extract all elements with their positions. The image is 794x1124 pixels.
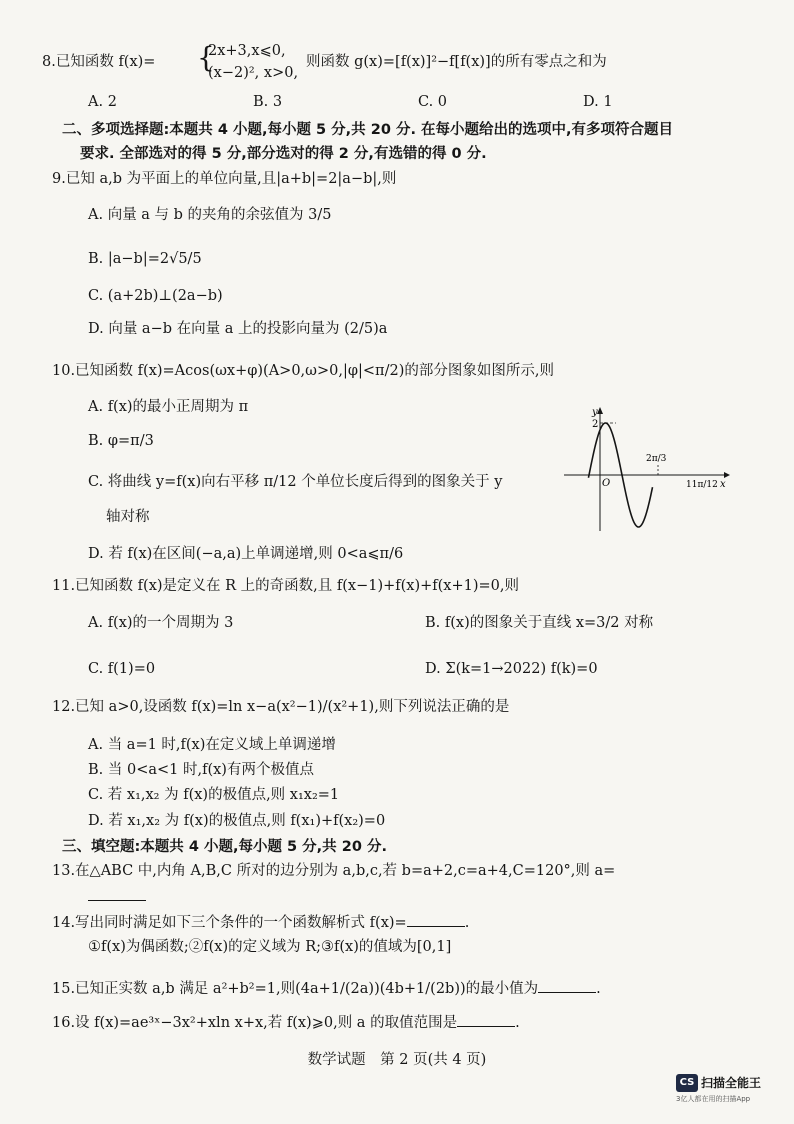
q8-option-a: A. 2 [88, 94, 117, 110]
q10-stem: 10.已知函数 f(x)=Acos(ωx+φ)(A>0,ω>0,|φ|<π/2)的部分图象如图所示,则 [52, 363, 554, 379]
q13-blank [88, 886, 146, 906]
x-axis-label: x [720, 479, 726, 490]
tick-b-label: 11π/12 [686, 480, 718, 490]
q12-option-a: A. 当 a=1 时,f(x)在定义域上单调递增 [88, 737, 336, 753]
q9-option-a: A. 向量 a 与 b 的夹角的余弦值为 3/5 [88, 207, 332, 223]
y-axis-label: y [592, 407, 598, 418]
q14-conditions: ①f(x)为偶函数;②f(x)的定义域为 R;③f(x)的值域为[0,1] [88, 939, 452, 955]
q12-option-b: B. 当 0<a<1 时,f(x)有两个极值点 [88, 762, 314, 778]
q11-option-c: C. f(1)=0 [88, 661, 156, 677]
section2-heading: 二、多项选择题:本题共 4 小题,每小题 5 分,共 20 分. 在每小题给出的选项中,有多项符合题目 [62, 122, 674, 138]
q8-case1: 2x+3,x⩽0, [208, 43, 286, 59]
q9-option-d: D. 向量 a−b 在向量 a 上的投影向量为 (2/5)a [88, 321, 388, 337]
q10-cosine-graph [562, 405, 734, 533]
q12-option-c: C. 若 x₁,x₂ 为 f(x)的极值点,则 x₁x₂=1 [88, 787, 340, 803]
q14-stem: 14.写出同时满足如下三个条件的一个函数解析式 f(x)= . [52, 912, 469, 932]
y-axis-arrow [597, 407, 603, 414]
ymax-label: 2 [592, 419, 599, 430]
q12-option-d: D. 若 x₁,x₂ 为 f(x)的极值点,则 f(x₁)+f(x₂)=0 [88, 813, 386, 829]
q8-option-c: C. 0 [418, 94, 448, 110]
q9-option-b: B. |a−b|=2√5/5 [88, 251, 202, 267]
q11-option-b: B. f(x)的图象关于直线 x=3/2 对称 [425, 615, 654, 631]
page-footer: 数学试题 第 2 页(共 4 页) [307, 1052, 487, 1068]
q10-option-b: B. φ=π/3 [88, 433, 154, 449]
q9-option-c: C. (a+2b)⊥(2a−b) [88, 288, 223, 304]
tick-a-label: 2π/3 [646, 454, 667, 464]
q9-stem: 9.已知 a,b 为平面上的单位向量,且|a+b|=2|a−b|,则 [52, 171, 397, 187]
q10-option-c-cont: 轴对称 [106, 509, 150, 525]
q10-option-c: C. 将曲线 y=f(x)向右平移 π/12 个单位长度后得到的图象关于 y [88, 474, 503, 490]
q15-stem: 15.已知正实数 a,b 满足 a²+b²=1,则(4a+1/(2a))(4b+1/(2b))的最小值为 . [52, 978, 601, 998]
q10-option-d: D. 若 f(x)在区间(−a,a)上单调递增,则 0<a⩽π/6 [88, 546, 404, 562]
q8-brace: { [197, 41, 215, 74]
q8-option-d: D. 1 [583, 94, 613, 110]
q8-case2: (x−2)², x>0, [208, 65, 299, 81]
q12-stem: 12.已知 a>0,设函数 f(x)=ln x−a(x²−1)/(x²+1),则下列说法正确的是 [52, 699, 510, 715]
q8-option-b: B. 3 [253, 94, 283, 110]
q16-stem: 16.设 f(x)=ae³ˣ−3x²+xln x+x,若 f(x)⩾0,则 a 的取值范围是 . [52, 1012, 520, 1032]
q8-ask: 则函数 g(x)=[f(x)]²−f[f(x)]的所有零点之和为 [306, 54, 607, 70]
scanner-watermark [676, 1072, 761, 1104]
q13-stem: 13.在△ABC 中,内角 A,B,C 所对的边分别为 a,b,c,若 b=a+2,c=a+4,C=120°,则 a= [52, 863, 616, 879]
q11-option-a: A. f(x)的一个周期为 3 [88, 615, 234, 631]
section2-instructions: 要求. 全部选对的得 5 分,部分选对的得 2 分,有选错的得 0 分. [80, 146, 487, 162]
scanner-tagline: 3亿人都在用的扫描App [676, 1094, 751, 1103]
section3-heading: 三、填空题:本题共 4 小题,每小题 5 分,共 20 分. [62, 839, 387, 855]
q11-option-d: D. Σ(k=1→2022) f(k)=0 [425, 661, 598, 677]
q8-stem: 8.已知函数 f(x)= [42, 54, 156, 70]
x-axis-arrow [724, 472, 730, 478]
q11-stem: 11.已知函数 f(x)是定义在 R 上的奇函数,且 f(x−1)+f(x)+f(x+1)=0,则 [52, 578, 519, 594]
origin-label: O [602, 478, 611, 489]
scanner-logo-icon: CS [676, 1074, 698, 1092]
scanner-name: 扫描全能王 [701, 1076, 762, 1090]
q10-option-a: A. f(x)的最小正周期为 π [88, 399, 249, 415]
